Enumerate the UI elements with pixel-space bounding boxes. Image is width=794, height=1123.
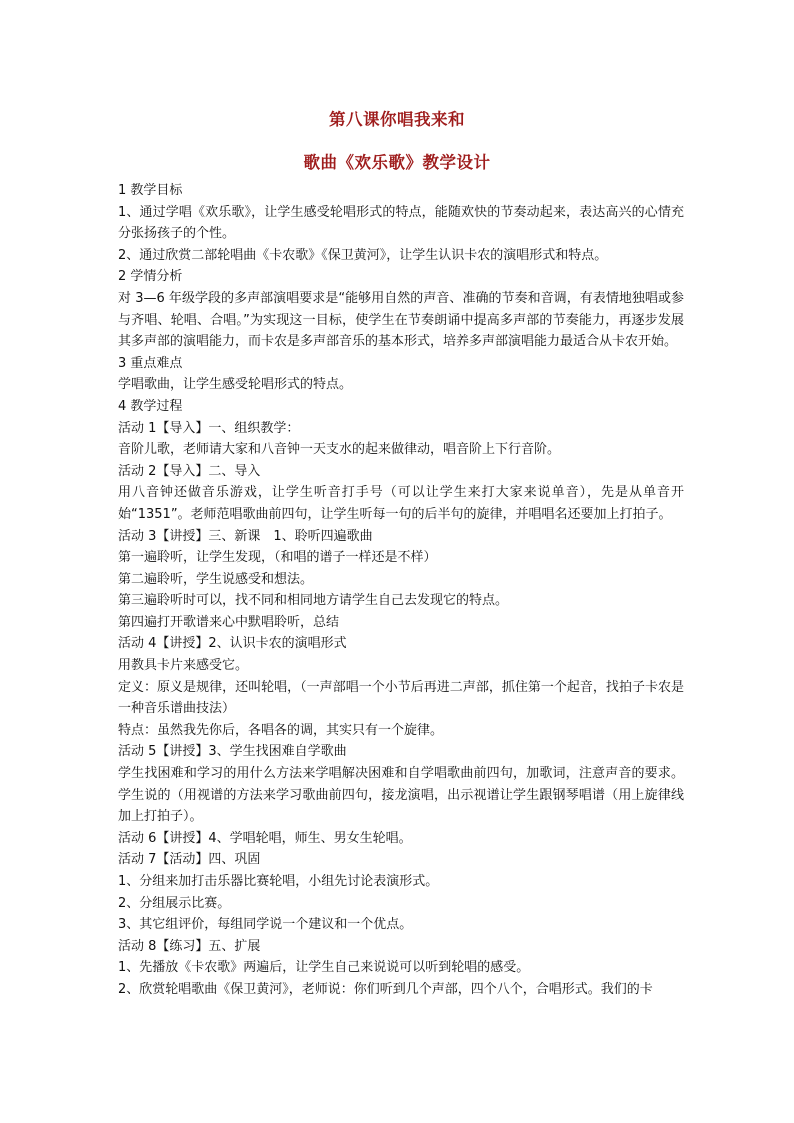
section-heading-analysis: 2 学情分析 xyxy=(118,269,183,285)
activity-heading: 活动 6【讲授】4、学唱轮唱，师生、男女生轮唱。 xyxy=(118,830,412,846)
activity-heading: 活动 5【讲授】3、学生找困难自学歌曲 xyxy=(118,744,347,760)
paragraph: 定义：原义是规律，还叫轮唱，（一声部唱一个小节后再进二声部，抓住第一个起音，找拍子卡农是一种音乐谱曲技法） xyxy=(118,679,684,717)
paragraph: 第四遍打开歌谱来心中默唱聆听，总结 xyxy=(118,614,340,630)
activity-heading: 活动 8【练习】五、扩展 xyxy=(118,938,261,954)
document-title: 第八课你唱我来和 xyxy=(329,110,465,129)
paragraph: 1、先播放《卡农歌》两遍后，让学生自己来说说可以听到轮唱的感受。 xyxy=(118,960,530,976)
paragraph: 第二遍聆听，学生说感受和想法。 xyxy=(118,571,314,587)
section-heading-key-points: 3 重点难点 xyxy=(118,355,183,371)
paragraph: 学唱歌曲，让学生感受轮唱形式的特点。 xyxy=(118,377,353,393)
activity-heading: 活动 4【讲授】2、认识卡农的演唱形式 xyxy=(118,636,347,652)
section-heading-process: 4 教学过程 xyxy=(118,398,183,414)
paragraph: 2、通过欣赏二部轮唱曲《卡农歌》《保卫黄河》，让学生认识卡农的演唱形式和特点。 xyxy=(118,247,608,263)
activity-heading: 活动 3【讲授】三、新课 1、聆听四遍歌曲 xyxy=(118,528,373,544)
section-heading-objectives: 1 教学目标 xyxy=(118,183,183,198)
document-subtitle: 歌曲《欢乐歌》教学设计 xyxy=(303,153,491,172)
paragraph: 第一遍聆听，让学生发现，（和唱的谱子一样还是不样） xyxy=(118,550,437,566)
paragraph: 用八音钟还做音乐游戏，让学生听音打手号（可以让学生来打大家来说单音），先是从单音开始“1351”。老师范唱歌曲前四句，让学生听每一句的后半句的旋律，并唱唱名还要加上打拍子。 xyxy=(118,485,684,522)
paragraph: 学生找困难和学习的用什么方法来学唱解决困难和自学唱歌曲前四句，加歌词，注意声音的要求。学生说的（用视谱的方法来学习歌曲前四句，接龙演唱，出示视谱让学生跟钢琴唱谱（用上旋律线加上打拍子）。 xyxy=(118,766,684,825)
paragraph: 音阶儿歌，老师请大家和八音钟一天支水的起来做律动，唱音阶上下行音阶。 xyxy=(118,442,561,458)
paragraph: 1、通过学唱《欢乐歌》，让学生感受轮唱形式的特点，能随欢快的节奏动起来，表达高兴的心情充分张扬孩子的个性。 xyxy=(118,204,684,242)
document-body xyxy=(118,180,684,1001)
paragraph: 1、分组来加打击乐器比赛轮唱，小组先讨论表演形式。 xyxy=(118,874,439,889)
paragraph: 对 3—6 年级学段的多声部演唱要求是“能够用自然的声音、准确的节奏和音调，有表情地独唱或参与齐唱、轮唱、合唱。”为实现这一目标，使学生在节奏朗诵中提高多声部的节奏能力，再逐步发展其多声部的演唱能力，而卡农是多声部音乐的基本形式，培养多声部演唱能力最适合从卡农开始。 xyxy=(118,290,684,350)
paragraph: 2、欣赏轮唱歌曲《保卫黄河》，老师说：你们听到几个声部，四个八个，合唱形式。我们的卡 xyxy=(118,981,653,997)
activity-heading: 活动 7【活动】四、巩固 xyxy=(118,852,261,868)
activity-heading: 活动 2【导入】二、导入 xyxy=(118,463,261,479)
paragraph: 2、分组展示比赛。 xyxy=(118,895,231,911)
activity-heading: 活动 1【导入】一、组织教学： xyxy=(118,420,300,436)
paragraph: 3、其它组评价，每组同学说一个建议和一个优点。 xyxy=(118,917,413,933)
paragraph: 用教具卡片来感受它。 xyxy=(118,658,249,674)
paragraph: 特点：虽然我先你后，各唱各的调，其实只有一个旋律。 xyxy=(118,722,444,738)
paragraph: 第三遍聆听时可以，找不同和相同地方请学生自己去发现它的特点。 xyxy=(118,593,509,609)
